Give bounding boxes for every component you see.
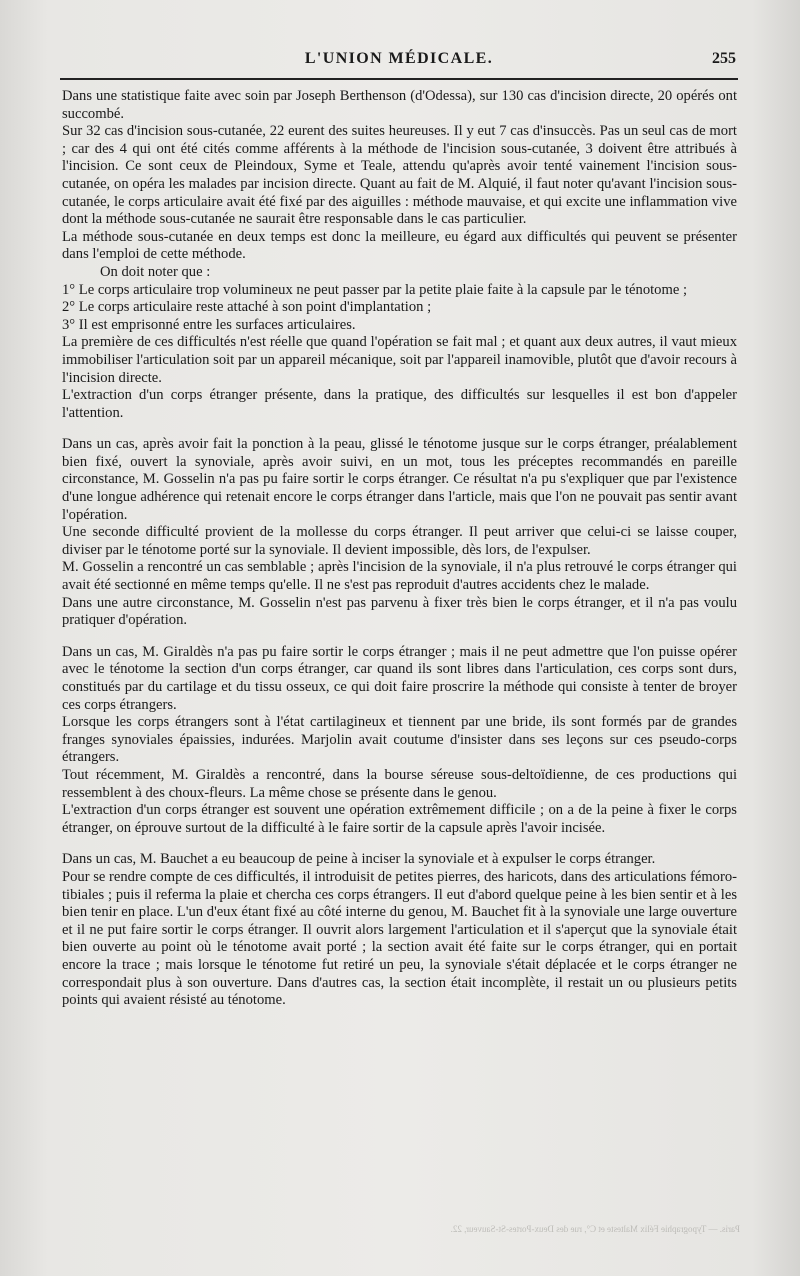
numbered-item: 1° Le corps articulaire trop volumineux ne peut passer par la petite plaie faite à la capsule par le ténotome ; xyxy=(62,281,688,298)
running-header xyxy=(62,50,736,72)
paragraph: La méthode sous-cutanée en deux temps est donc la meilleure, eu égard aux difficultés qui peuvent se présenter dans l'emploi de cette méthode. xyxy=(62,228,737,263)
paragraph: Dans un cas, M. Bauchet a eu beaucoup de peine à inciser la synoviale et à expulser le corps étranger. xyxy=(62,851,656,868)
page-number: 255 xyxy=(712,50,736,67)
paragraph: Une seconde difficulté provient de la mollesse du corps étranger. Il peut arriver que celui-ci se laisse couper, diviser par le ténotome porté sur la synoviale. Il devient impossible, dès lors, de l'expulser. xyxy=(62,524,737,558)
bleed-through-footer: Paris. — Typographie Félix Malteste et C°, rue des Deux-Portes-St-Sauveur, 22. xyxy=(450,1224,740,1234)
paragraph: L'extraction d'un corps étranger est souvent une opération extrêmement difficile ; on a de la peine à fixer le corps étranger, on éprouve surtout de la difficulté à le faire sortir de la capsule après l'avoir incisée. xyxy=(62,802,737,836)
paragraph: Lorsque les corps étrangers sont à l'état cartilagineux et tiennent par une bride, ils sont formés par de grandes franges synoviales épaissies, indurées. Marjolin avait coutume d'insister dans ses leçons sur ces pseudo-corps étrangers. xyxy=(62,714,737,766)
paragraph: Sur 32 cas d'incision sous-cutanée, 22 eurent des suites heureuses. Il y eut 7 cas d'insuccès. Pas un seul cas de mort ; car des 4 qui ont été cités comme afférents à la méthode de l'incision sous-cutanée, 3 doivent être attribués à l'incision. Ce sont ceux de Pleindoux, Syme et Teale, attendu qu'après avoir tenté vainement l'incision sous-cutanée, on opéra les malades par incision directe. Quant au fait de M. Alquié, il faut noter qu'avant l'incision sous-cutanée, le corps articulaire avait été fixé par des aiguilles : méthode mauvaise, et qui excite une inflammation vive dont la méthode sous-cutanée ne saurait être responsable dans le cas particulier. xyxy=(62,123,737,228)
numbered-item: 3° Il est emprisonné entre les surfaces articulaires. xyxy=(62,316,356,333)
paragraph: M. Gosselin a rencontré un cas semblable ; après l'incision de la synoviale, il n'a plus retrouvé le corps étranger qui avait été sectionné en même temps qu'elle. Il ne s'est pas reproduit d'autres accidents chez le malade. xyxy=(62,559,737,594)
paragraph: La première de ces difficultés n'est réelle que quand l'opération se fait mal ; et quant aux deux autres, il vaut mieux immobiliser l'articulation soit par un appareil mécanique, soit par l'appareil inamovible, plutôt que d'avoir recours à l'incision directe. xyxy=(62,334,737,386)
header-rule xyxy=(60,78,738,80)
numbered-item: 2° Le corps articulaire reste attaché à son point d'implantation ; xyxy=(62,299,432,316)
paragraph: Dans un cas, M. Giraldès n'a pas pu faire sortir le corps étranger ; mais il ne peut admettre que l'on puisse opérer avec le ténotome la section d'un corps étranger, car quand ils sont libres dans l'articulation, ces corps sont durs, constitués par du cartilage et du tissu osseux, ce qui doit faire proscrire la méthode qui consiste à tenter de broyer ces corps étrangers. xyxy=(62,643,737,713)
paragraph: Dans une statistique faite avec soin par Joseph Berthenson (d'Odessa), sur 130 cas d'incision directe, 20 opérés ont succombé. xyxy=(62,88,737,122)
paragraph: On doit noter que : xyxy=(100,263,211,280)
running-title: L'UNION MÉDICALE. xyxy=(304,50,494,67)
paragraph: Pour se rendre compte de ces difficultés, il introduisit de petites pierres, des haricots, dans des articulations fémoro-tibiales ; puis il referma la plaie et chercha ces corps étrangers. Il eut d'abord quelque peine à les bien sentir et à les bien tenir en place. L'un d'eux étant fixé au côté interne du genou, M. Bauchet fit à la synoviale une large ouverture et il ne put faire sortir le corps étranger. Il ouvrit alors largement l'articulation et il s'aperçut que la synoviale était bien ouverte au point où le ténotome avait porté ; la section avait été faite sur le corps étranger, qui en portait encore la trace ; mais lorsque le ténotome fut retiré un peu, la synoviale s'était déplacée et le corps étranger ne correspondait plus à son ouverture. Dans d'autres cas, la section était incomplète, il restait un ou plusieurs petits points qui avaient résisté au ténotome. xyxy=(62,868,737,1009)
paragraph: Tout récemment, M. Giraldès a rencontré, dans la bourse séreuse sous-deltoïdienne, de ces productions qui ressemblent à des choux-fleurs. La même chose se présente dans le genou. xyxy=(62,766,737,801)
body-text xyxy=(62,88,737,1010)
paragraph: Dans un cas, après avoir fait la ponction à la peau, glissé le ténotome jusque sur le corps étranger, préalablement bien fixé, ouvert la synoviale, après avoir suivi, en un mot, tous les préceptes recommandés en pareille circonstance, M. Gosselin n'a pas pu faire sortir le corps étranger. Ce résultat n'a pu s'expliquer que par l'existence d'une longue adhérence qui retenait encore le corps étranger dans l'article, mais que l'on ne pouvait pas sentir avant l'opération. xyxy=(62,436,737,523)
paragraph: L'extraction d'un corps étranger présente, dans la pratique, des difficultés sur lesquelles il est bon d'appeler l'attention. xyxy=(62,387,737,421)
paragraph: Dans une autre circonstance, M. Gosselin n'est pas parvenu à fixer très bien le corps étranger, et il n'a pas voulu pratiquer d'opération. xyxy=(62,594,737,629)
